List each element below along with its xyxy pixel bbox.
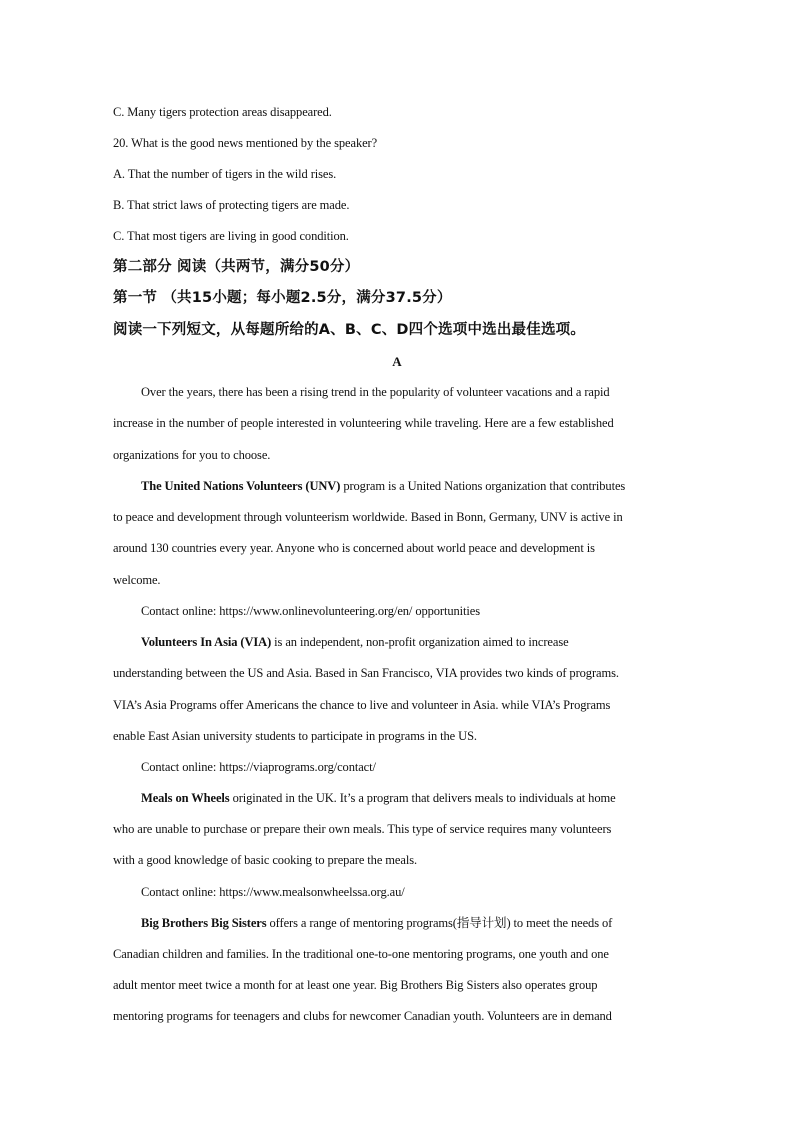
meals-line: who are unable to purchase or prepare their own meals. This type of service requires many volunteers xyxy=(113,822,612,836)
unv-name: The United Nations Volunteers (UNV) xyxy=(141,479,341,493)
question-20: 20. What is the good news mentioned by the speaker? xyxy=(113,136,378,150)
bbbs-line: Canadian children and families. In the traditional one-to-one mentoring programs, one youth and one xyxy=(113,947,609,961)
meals-paragraph-first-line xyxy=(141,790,698,806)
question-20-option-a: A. That the number of tigers in the wild rises. xyxy=(113,167,337,181)
meals-name: Meals on Wheels xyxy=(141,791,230,805)
section-one-heading: 第一节 （共15小题；每小题2.5分，满分37.5分） xyxy=(113,290,452,306)
intro-line: increase in the number of people interested in volunteering while traveling. Here are a few established xyxy=(113,416,614,430)
reading-instruction: 阅读一下列短文，从每题所给的A、B、C、D四个选项中选出最佳选项。 xyxy=(113,322,586,338)
via-line: understanding between the US and Asia. Based in San Francisco, VIA provides two kinds of programs. xyxy=(113,666,619,680)
question-20-option-c: C. That most tigers are living in good condition. xyxy=(113,229,349,243)
unv-text: program is a United Nations organization that contributes xyxy=(340,479,626,493)
passage-label: A xyxy=(392,354,402,369)
meals-text: originated in the UK. It’s a program that delivers meals to individuals at home xyxy=(229,791,616,805)
via-line: enable East Asian university students to participate in programs in the US. xyxy=(113,729,477,743)
bbbs-paragraph-first-line xyxy=(141,915,698,931)
meals-contact: Contact online: https://www.mealsonwheelssa.org.au/ xyxy=(141,885,405,899)
question-19-option-c: C. Many tigers protection areas disappeared. xyxy=(113,105,332,119)
via-text: is an independent, non-profit organization aimed to increase xyxy=(271,635,569,649)
unv-line: to peace and development through volunteerism worldwide. Based in Bonn, Germany, UNV is active in xyxy=(113,510,623,524)
unv-line: welcome. xyxy=(113,573,161,587)
question-20-option-b: B. That strict laws of protecting tigers are made. xyxy=(113,198,350,212)
bbbs-line: mentoring programs for teenagers and clubs for newcomer Canadian youth. Volunteers are in demand xyxy=(113,1009,612,1023)
bbbs-name: Big Brothers Big Sisters xyxy=(141,916,267,930)
unv-line: around 130 countries every year. Anyone who is concerned about world peace and development is xyxy=(113,541,595,555)
meals-line: with a good knowledge of basic cooking to prepare the meals. xyxy=(113,853,417,867)
part-two-heading: 第二部分 阅读（共两节，满分50分） xyxy=(113,259,360,275)
bbbs-text: offers a range of mentoring programs(指导计划) to meet the needs of xyxy=(266,916,613,930)
unv-contact: Contact online: https://www.onlinevolunteering.org/en/ opportunities xyxy=(141,604,480,618)
via-paragraph-first-line xyxy=(141,634,698,650)
intro-line: organizations for you to choose. xyxy=(113,448,271,462)
via-contact: Contact online: https://viaprograms.org/contact/ xyxy=(141,760,376,774)
via-name: Volunteers In Asia (VIA) xyxy=(141,635,272,649)
intro-line: Over the years, there has been a rising trend in the popularity of volunteer vacations and a rapid xyxy=(141,385,610,399)
unv-paragraph-first-line xyxy=(141,478,698,494)
bbbs-line: adult mentor meet twice a month for at least one year. Big Brothers Big Sisters also operates group xyxy=(113,978,598,992)
via-line: VIA’s Asia Programs offer Americans the chance to live and volunteer in Asia. while VIA’s Programs xyxy=(113,698,611,712)
